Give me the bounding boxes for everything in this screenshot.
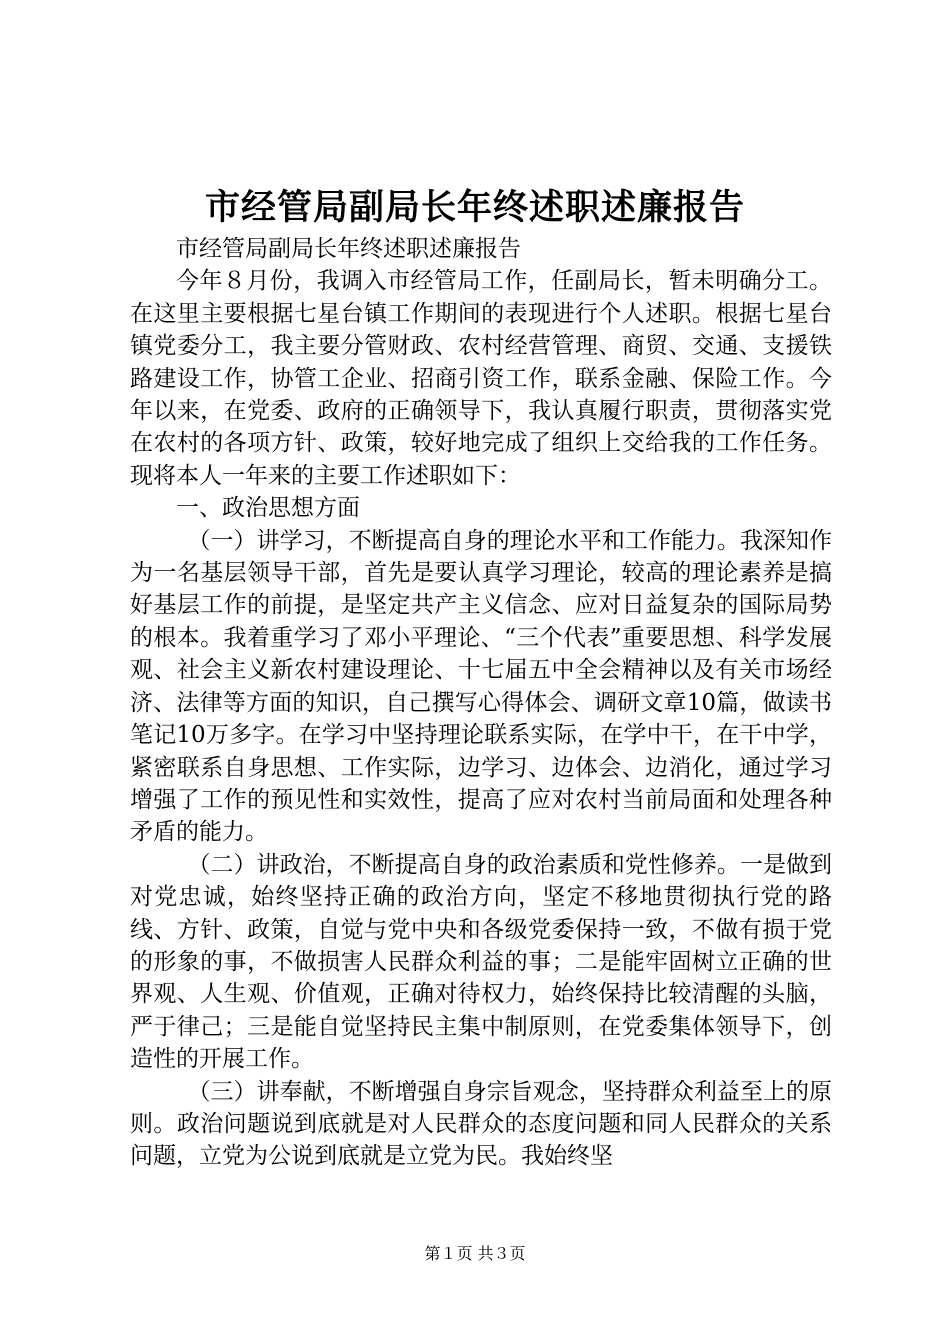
page-footer: 第１页 共３页: [424, 1244, 526, 1263]
document-title: 市经管局副局长年终述职述廉报告: [204, 187, 745, 228]
paragraph-politics: （二）讲政治，不断提高自身的政治素质和党性修养。一是做到对党忠诚，始终坚持正确的政治方向，坚定不移地贯彻执行党的路线、方针、政策，自觉与党中央和各级党委保持一致，不做有损于党的形象的事，不做损害人民群众利益的事；二是能牢固树立正确的世界观、人生观、价值观，正确对待权力，始终保持比较清醒的头脑，严于律己；三是能自觉坚持民主集中制原则，在党委集体领导下，创造性的开展工作。: [130, 851, 832, 1073]
paragraph-study: （一）讲学习，不断提高自身的理论水平和工作能力。我深知作为一名基层领导干部，首先是要认真学习理论，较高的理论素养是搞好基层工作的前提，是坚定共产主义信念、应对日益复杂的国际局势的根本。我着重学习了邓小平理论、“三个代表”重要思想、科学发展观、社会主义新农村建设理论、十七届五中全会精神以及有关市场经济、法律等方面的知识，自己撰写心得体会、调研文章10篇，做读书笔记10万多字。在学习中坚持理论联系实际，在学中干，在干中学，紧密联系自身思想、工作实际，边学习、边体会、边消化，通过学习增强了工作的预见性和实效性，提高了应对农村当前局面和处理各种矛盾的能力。: [130, 527, 832, 846]
paragraph-dedication: （三）讲奉献，不断增强自身宗旨观念，坚持群众利益至上的原则。政治问题说到底就是对人民群众的态度问题和同人民群众的关系问题，立党为公说到底就是立党为民。我始终坚: [130, 1078, 832, 1170]
document-body: [130, 233, 832, 1173]
paragraph-intro: 今年８月份，我调入市经管局工作，任副局长，暂未明确分工。在这里主要根据七星台镇工作期间的表现进行个人述职。根据七星台镇党委分工，我主要分管财政、农村经营管理、商贸、交通、支援铁路建设工作，协管工企业、招商引资工作，联系金融、保险工作。今年以来，在党委、政府的正确领导下，我认真履行职责，贯彻落实党在农村的各项方针、政策，较好地完成了组织上交给我的工作任务。现将本人一年来的主要工作述职如下：: [130, 268, 832, 489]
paragraph-subtitle: 市经管局副局长年终述职述廉报告: [176, 236, 521, 262]
section-heading-political: 一、政治思想方面: [176, 495, 360, 522]
